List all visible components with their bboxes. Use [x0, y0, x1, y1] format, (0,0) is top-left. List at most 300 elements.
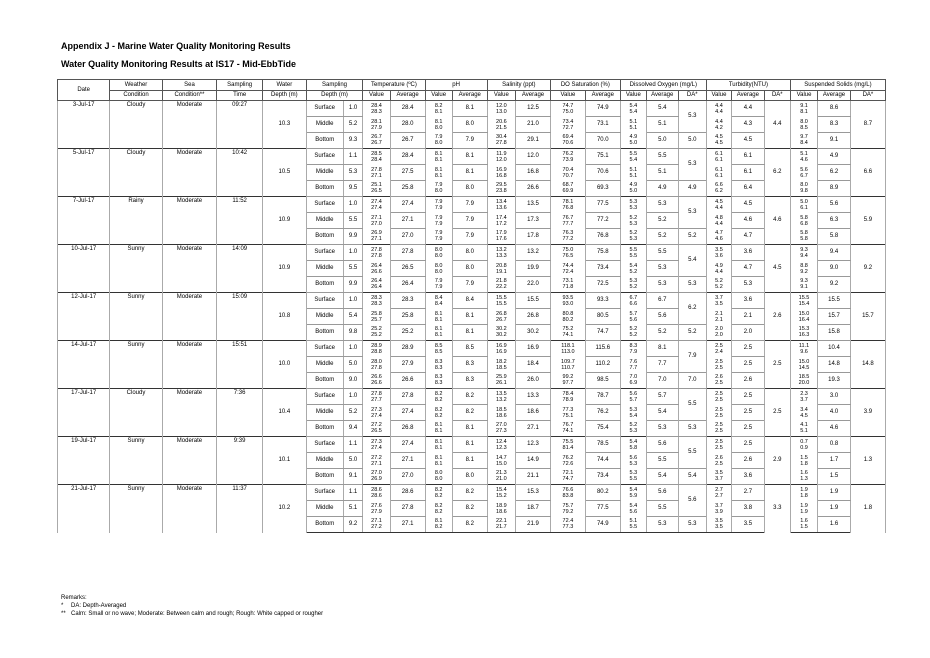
suspended-solids-values — [790, 501, 817, 517]
turbidity-value: 2.4 — [715, 348, 723, 355]
salinity-average: 12.3 — [516, 437, 551, 453]
salinity-average: 21.0 — [516, 117, 551, 133]
header-average: Average — [646, 91, 678, 101]
turbidity-da: 4.4 — [764, 101, 790, 149]
header-dissolved-oxygen: Dissolved Oxygen (mg/L) — [620, 80, 706, 91]
ph-values — [425, 101, 452, 117]
turbidity-value: 3.9 — [715, 508, 723, 515]
ph-value: 7.9 — [434, 230, 443, 237]
salinity-value: 16.9 — [496, 166, 507, 173]
dissolved-oxygen-da: 5.4 — [678, 245, 706, 277]
level-depth: 5.0 — [343, 357, 363, 373]
level-depth: 9.1 — [343, 469, 363, 485]
do-saturation-value: 93.0 — [562, 300, 574, 307]
ph-value: 8.1 — [434, 326, 443, 333]
suspended-solids-average: 0.8 — [818, 437, 851, 453]
dissolved-oxygen-value: 5.8 — [629, 444, 638, 451]
ph-value: 8.0 — [434, 188, 443, 195]
suspended-solids-value: 9.1 — [800, 102, 808, 109]
salinity-value: 18.6 — [496, 412, 507, 419]
salinity-average: 18.6 — [516, 405, 551, 421]
dissolved-oxygen-value: 5.3 — [629, 428, 638, 435]
do-saturation-values — [550, 133, 585, 149]
water-depth-cell: 10.4 — [263, 389, 307, 437]
weather-cell: Cloudy — [110, 149, 162, 197]
weather-cell: Sunny — [110, 485, 162, 533]
dissolved-oxygen-values — [620, 165, 646, 181]
do-saturation-value: 70.6 — [562, 140, 574, 147]
header-salinity: Salinity (ppt) — [487, 80, 550, 91]
turbidity-value: 2.0 — [715, 326, 723, 333]
temperature-value: 26.7 — [371, 140, 382, 147]
salinity-values — [487, 245, 515, 261]
temperature-values — [363, 181, 390, 197]
temperature-value: 27.0 — [371, 470, 382, 477]
temperature-value: 28.3 — [371, 300, 382, 307]
do-saturation-values — [550, 469, 585, 485]
do-saturation-value: 74.7 — [562, 102, 574, 109]
time-cell: 10:42 — [217, 149, 263, 197]
level-name: Middle — [306, 309, 343, 325]
suspended-solids-value: 9.8 — [800, 188, 808, 195]
remark-line — [61, 610, 323, 618]
table-row — [58, 197, 886, 213]
dissolved-oxygen-average: 5.3 — [646, 421, 678, 437]
dissolved-oxygen-value: 5.7 — [629, 310, 638, 317]
ph-value: 8.0 — [434, 470, 443, 477]
do-saturation-average: 75.4 — [585, 421, 620, 437]
suspended-solids-values — [790, 117, 817, 133]
water-depth-cell: 10.1 — [263, 437, 307, 485]
salinity-value: 11.9 — [496, 150, 507, 157]
turbidity-value: 5.2 — [715, 284, 723, 291]
temperature-value: 25.7 — [371, 316, 382, 323]
salinity-values — [487, 213, 515, 229]
do-saturation-values — [550, 325, 585, 341]
do-saturation-values — [550, 309, 585, 325]
salinity-value: 16.8 — [496, 172, 507, 179]
suspended-solids-values — [790, 437, 817, 453]
dissolved-oxygen-da-bottom: 5.0 — [678, 133, 706, 149]
ph-value: 7.9 — [434, 220, 443, 227]
level-name: Surface — [306, 293, 343, 309]
water-depth-cell: 10.0 — [263, 341, 307, 389]
salinity-values — [487, 309, 515, 325]
suspended-solids-values — [790, 277, 817, 293]
temperature-value: 27.3 — [371, 406, 382, 413]
ph-average: 8.1 — [452, 437, 487, 453]
ph-value: 7.9 — [434, 204, 443, 211]
ph-values — [425, 357, 452, 373]
do-saturation-value: 76.2 — [562, 150, 574, 157]
weather-cell: Sunny — [110, 341, 162, 389]
table-row — [58, 101, 886, 117]
suspended-solids-value: 1.5 — [800, 454, 808, 461]
do-saturation-values — [550, 117, 585, 133]
salinity-value: 27.3 — [496, 428, 507, 435]
dissolved-oxygen-value: 5.1 — [629, 124, 638, 131]
date-cell: 10-Jul-17 — [58, 245, 110, 293]
salinity-values — [487, 485, 515, 501]
do-saturation-value: 69.9 — [562, 188, 574, 195]
turbidity-value: 3.5 — [715, 246, 723, 253]
turbidity-value: 4.5 — [715, 198, 723, 205]
suspended-solids-values — [790, 389, 817, 405]
turbidity-average: 2.5 — [732, 357, 765, 373]
turbidity-value: 2.7 — [715, 486, 723, 493]
header-turbidity: Turbidity(NTU) — [706, 80, 790, 91]
ph-values — [425, 149, 452, 165]
dissolved-oxygen-value: 5.5 — [629, 246, 638, 253]
dissolved-oxygen-value: 5.5 — [629, 252, 638, 259]
turbidity-value: 3.5 — [715, 300, 723, 307]
header-value: Value — [790, 91, 817, 101]
date-cell: 5-Jul-17 — [58, 149, 110, 197]
sea-cell: Moderate — [162, 149, 217, 197]
salinity-values — [487, 373, 515, 389]
dissolved-oxygen-value: 7.6 — [629, 358, 638, 365]
do-saturation-value: 99.2 — [562, 374, 574, 381]
sea-cell: Moderate — [162, 389, 217, 437]
suspended-solids-value: 15.0 — [798, 310, 810, 317]
weather-cell: Sunny — [110, 437, 162, 485]
dissolved-oxygen-values — [620, 373, 646, 389]
suspended-solids-value: 5.6 — [800, 166, 808, 173]
turbidity-values — [706, 421, 731, 437]
temperature-average: 28.4 — [390, 149, 425, 165]
ph-values — [425, 261, 452, 277]
salinity-value: 30.4 — [496, 134, 507, 141]
dissolved-oxygen-average: 5.0 — [646, 133, 678, 149]
dissolved-oxygen-value: 7.7 — [629, 364, 638, 371]
date-cell: 17-Jul-17 — [58, 389, 110, 437]
header-value: Value — [487, 91, 515, 101]
turbidity-average: 5.3 — [732, 277, 765, 293]
dissolved-oxygen-da-bottom: 4.9 — [678, 181, 706, 197]
temperature-value: 28.4 — [371, 156, 382, 163]
do-saturation-value: 75.5 — [562, 438, 574, 445]
dissolved-oxygen-value: 5.7 — [629, 396, 638, 403]
header-do-saturation: DO Saturation (%) — [550, 80, 620, 91]
suspended-solids-average: 9.4 — [818, 245, 851, 261]
salinity-value: 29.5 — [496, 182, 507, 189]
do-saturation-average: 73.1 — [585, 117, 620, 133]
temperature-average: 27.4 — [390, 197, 425, 213]
salinity-value: 14.7 — [496, 454, 507, 461]
water-depth-cell: 10.9 — [263, 245, 307, 293]
suspended-solids-value: 8.1 — [800, 108, 808, 115]
do-saturation-value: 72.7 — [562, 124, 574, 131]
salinity-value: 18.5 — [496, 406, 507, 413]
dissolved-oxygen-value: 6.7 — [629, 294, 638, 301]
level-name: Bottom — [306, 277, 343, 293]
do-saturation-value: 72.1 — [562, 470, 574, 477]
temperature-values — [363, 309, 390, 325]
dissolved-oxygen-value: 5.0 — [629, 188, 638, 195]
level-name: Middle — [306, 117, 343, 133]
temperature-value: 27.8 — [371, 246, 382, 253]
remark-mark: ** — [61, 611, 66, 617]
do-saturation-value: 73.4 — [562, 118, 574, 125]
level-name: Middle — [306, 501, 343, 517]
turbidity-values — [706, 213, 731, 229]
turbidity-value: 6.1 — [715, 172, 723, 179]
dissolved-oxygen-value: 5.3 — [629, 278, 638, 285]
dissolved-oxygen-da-bottom: 5.3 — [678, 277, 706, 293]
level-name: Surface — [306, 245, 343, 261]
suspended-solids-average: 8.9 — [818, 181, 851, 197]
temperature-value: 26.6 — [371, 374, 382, 381]
turbidity-da: 3.3 — [764, 485, 790, 533]
ph-average: 8.2 — [452, 405, 487, 421]
temperature-value: 26.7 — [371, 134, 382, 141]
weather-cell: Sunny — [110, 245, 162, 293]
turbidity-value: 4.6 — [715, 236, 723, 243]
turbidity-average: 3.6 — [732, 469, 765, 485]
dissolved-oxygen-average: 5.5 — [646, 501, 678, 517]
temperature-average: 28.3 — [390, 293, 425, 309]
water-depth-cell: 10.3 — [263, 101, 307, 149]
suspended-solids-value: 9.1 — [800, 284, 808, 291]
time-cell: 15:51 — [217, 341, 263, 389]
do-saturation-value: 118.1 — [561, 342, 575, 349]
do-saturation-average: 72.5 — [585, 277, 620, 293]
suspended-solids-value: 16.4 — [798, 316, 810, 323]
header-weather: Weather — [110, 80, 162, 91]
dissolved-oxygen-value: 5.1 — [629, 518, 638, 525]
temperature-average: 27.1 — [390, 453, 425, 469]
do-saturation-average: 80.5 — [585, 309, 620, 325]
suspended-solids-average: 1.5 — [818, 469, 851, 485]
temperature-value: 26.9 — [371, 230, 382, 237]
date-cell: 7-Jul-17 — [58, 197, 110, 245]
level-name: Bottom — [306, 229, 343, 245]
ph-values — [425, 325, 452, 341]
salinity-average: 21.9 — [516, 517, 551, 533]
turbidity-average: 2.5 — [732, 421, 765, 437]
suspended-solids-values — [790, 469, 817, 485]
header-average: Average — [452, 91, 487, 101]
turbidity-value: 3.5 — [715, 470, 723, 477]
time-cell: 14:09 — [217, 245, 263, 293]
salinity-average: 18.7 — [516, 501, 551, 517]
salinity-average: 12.5 — [516, 101, 551, 117]
suspended-solids-value: 1.9 — [800, 502, 808, 509]
turbidity-value: 2.6 — [715, 374, 723, 381]
time-cell: 11:37 — [217, 485, 263, 533]
ph-average: 8.2 — [452, 485, 487, 501]
turbidity-value: 2.1 — [715, 310, 723, 317]
salinity-average: 13.2 — [516, 245, 551, 261]
turbidity-values — [706, 165, 731, 181]
dissolved-oxygen-value: 6.9 — [629, 380, 638, 387]
suspended-solids-values — [790, 197, 817, 213]
ph-value: 8.1 — [434, 428, 443, 435]
suspended-solids-da: 9.2 — [850, 245, 885, 293]
turbidity-value: 2.5 — [715, 422, 723, 429]
temperature-average: 27.0 — [390, 229, 425, 245]
suspended-solids-average: 8.6 — [818, 101, 851, 117]
turbidity-value: 2.1 — [715, 316, 723, 323]
suspended-solids-value: 1.9 — [800, 508, 808, 515]
ph-average: 8.4 — [452, 293, 487, 309]
do-saturation-value: 77.3 — [562, 406, 574, 413]
salinity-values — [487, 149, 515, 165]
temperature-value: 25.8 — [371, 310, 382, 317]
dissolved-oxygen-value: 5.2 — [629, 230, 638, 237]
salinity-values — [487, 517, 515, 533]
turbidity-values — [706, 405, 731, 421]
ph-average: 8.1 — [452, 421, 487, 437]
dissolved-oxygen-values — [620, 325, 646, 341]
dissolved-oxygen-da-bottom: 5.2 — [678, 325, 706, 341]
suspended-solids-value: 8.0 — [800, 182, 808, 189]
turbidity-average: 2.6 — [732, 373, 765, 389]
ph-value: 8.2 — [434, 492, 443, 499]
turbidity-value: 4.5 — [715, 140, 723, 147]
level-depth: 1.0 — [343, 341, 363, 357]
salinity-value: 23.8 — [496, 188, 507, 195]
turbidity-average: 4.3 — [732, 117, 765, 133]
suspended-solids-values — [790, 453, 817, 469]
do-saturation-average: 75.1 — [585, 149, 620, 165]
water-depth-cell: 10.5 — [263, 149, 307, 197]
turbidity-average: 4.5 — [732, 133, 765, 149]
salinity-value: 18.6 — [496, 508, 507, 515]
ph-average: 8.0 — [452, 261, 487, 277]
ph-values — [425, 229, 452, 245]
turbidity-value: 4.5 — [715, 134, 723, 141]
level-depth: 5.3 — [343, 165, 363, 181]
salinity-value: 15.5 — [496, 300, 507, 307]
temperature-average: 27.8 — [390, 501, 425, 517]
suspended-solids-average: 1.6 — [818, 517, 851, 533]
suspended-solids-value: 8.5 — [800, 124, 808, 131]
water-depth-cell: 10.2 — [263, 485, 307, 533]
ph-average: 8.2 — [452, 517, 487, 533]
temperature-value: 27.2 — [371, 454, 382, 461]
do-saturation-average: 70.6 — [585, 165, 620, 181]
turbidity-da: 6.2 — [764, 149, 790, 197]
header-temperature: Temperature (ºC) — [363, 80, 425, 91]
temperature-average: 28.9 — [390, 341, 425, 357]
dissolved-oxygen-values — [620, 293, 646, 309]
level-name: Middle — [306, 357, 343, 373]
do-saturation-value: 76.6 — [562, 486, 574, 493]
salinity-value: 17.6 — [496, 236, 507, 243]
salinity-average: 30.2 — [516, 325, 551, 341]
salinity-average: 22.0 — [516, 277, 551, 293]
salinity-value: 21.8 — [496, 278, 507, 285]
ph-values — [425, 421, 452, 437]
suspended-solids-average: 1.9 — [818, 485, 851, 501]
level-depth: 9.2 — [343, 517, 363, 533]
turbidity-value: 4.8 — [715, 214, 723, 221]
sea-cell: Moderate — [162, 197, 217, 245]
salinity-values — [487, 277, 515, 293]
dissolved-oxygen-value: 5.4 — [629, 262, 638, 269]
salinity-average: 27.1 — [516, 421, 551, 437]
table-row — [58, 293, 886, 309]
salinity-average: 14.9 — [516, 453, 551, 469]
header-sea-2: Condition** — [162, 91, 217, 101]
remark-text: Calm: Small or no wave; Moderate: Between calm and rough; Rough: White capped or rougher — [71, 611, 324, 617]
turbidity-da: 2.5 — [764, 389, 790, 437]
do-saturation-average: 73.4 — [585, 469, 620, 485]
turbidity-average: 4.7 — [732, 229, 765, 245]
salinity-value: 26.8 — [496, 310, 507, 317]
do-saturation-average: 74.4 — [585, 453, 620, 469]
time-cell: 9:39 — [217, 437, 263, 485]
header-average: Average — [585, 91, 620, 101]
suspended-solids-value: 8.8 — [800, 262, 808, 269]
salinity-value: 25.9 — [496, 374, 507, 381]
temperature-average: 27.4 — [390, 437, 425, 453]
ph-values — [425, 277, 452, 293]
temperature-values — [363, 229, 390, 245]
dissolved-oxygen-da: 5.3 — [678, 149, 706, 181]
temperature-value: 27.4 — [371, 444, 382, 451]
table-row — [58, 485, 886, 501]
do-saturation-value: 72.4 — [562, 268, 574, 275]
suspended-solids-da: 14.8 — [850, 341, 885, 389]
level-name: Bottom — [306, 373, 343, 389]
dissolved-oxygen-da-bottom: 5.2 — [678, 229, 706, 245]
turbidity-value: 2.5 — [715, 380, 723, 387]
salinity-average: 16.9 — [516, 341, 551, 357]
suspended-solids-average: 6.3 — [818, 213, 851, 229]
level-name: Bottom — [306, 421, 343, 437]
dissolved-oxygen-values — [620, 485, 646, 501]
suspended-solids-value: 15.4 — [798, 300, 810, 307]
turbidity-value: 4.4 — [715, 102, 723, 109]
suspended-solids-values — [790, 261, 817, 277]
dissolved-oxygen-average: 5.5 — [646, 149, 678, 165]
dissolved-oxygen-value: 5.4 — [629, 438, 638, 445]
dissolved-oxygen-value: 5.2 — [629, 422, 638, 429]
sea-cell: Moderate — [162, 293, 217, 341]
do-saturation-values — [550, 229, 585, 245]
temperature-average: 28.4 — [390, 101, 425, 117]
dissolved-oxygen-average: 5.1 — [646, 165, 678, 181]
temperature-values — [363, 405, 390, 421]
dissolved-oxygen-value: 5.5 — [629, 476, 638, 483]
dissolved-oxygen-value: 5.2 — [629, 284, 638, 291]
ph-average: 8.3 — [452, 357, 487, 373]
ph-average: 8.1 — [452, 325, 487, 341]
level-name: Middle — [306, 261, 343, 277]
salinity-average: 21.1 — [516, 469, 551, 485]
level-depth: 5.0 — [343, 453, 363, 469]
turbidity-value: 4.7 — [715, 230, 723, 237]
ph-value: 8.2 — [434, 524, 443, 531]
dissolved-oxygen-average: 7.7 — [646, 357, 678, 373]
level-name: Surface — [306, 341, 343, 357]
suspended-solids-da: 3.9 — [850, 389, 885, 437]
time-cell: 15:09 — [217, 293, 263, 341]
turbidity-value: 3.6 — [715, 252, 723, 259]
salinity-value: 21.3 — [496, 470, 507, 477]
do-saturation-values — [550, 197, 585, 213]
ph-values — [425, 501, 452, 517]
dissolved-oxygen-values — [620, 309, 646, 325]
temperature-values — [363, 117, 390, 133]
header-average: Average — [818, 91, 851, 101]
turbidity-average: 2.5 — [732, 389, 765, 405]
do-saturation-value: 76.7 — [562, 214, 574, 221]
temperature-value: 27.1 — [371, 460, 382, 467]
level-depth: 1.0 — [343, 293, 363, 309]
